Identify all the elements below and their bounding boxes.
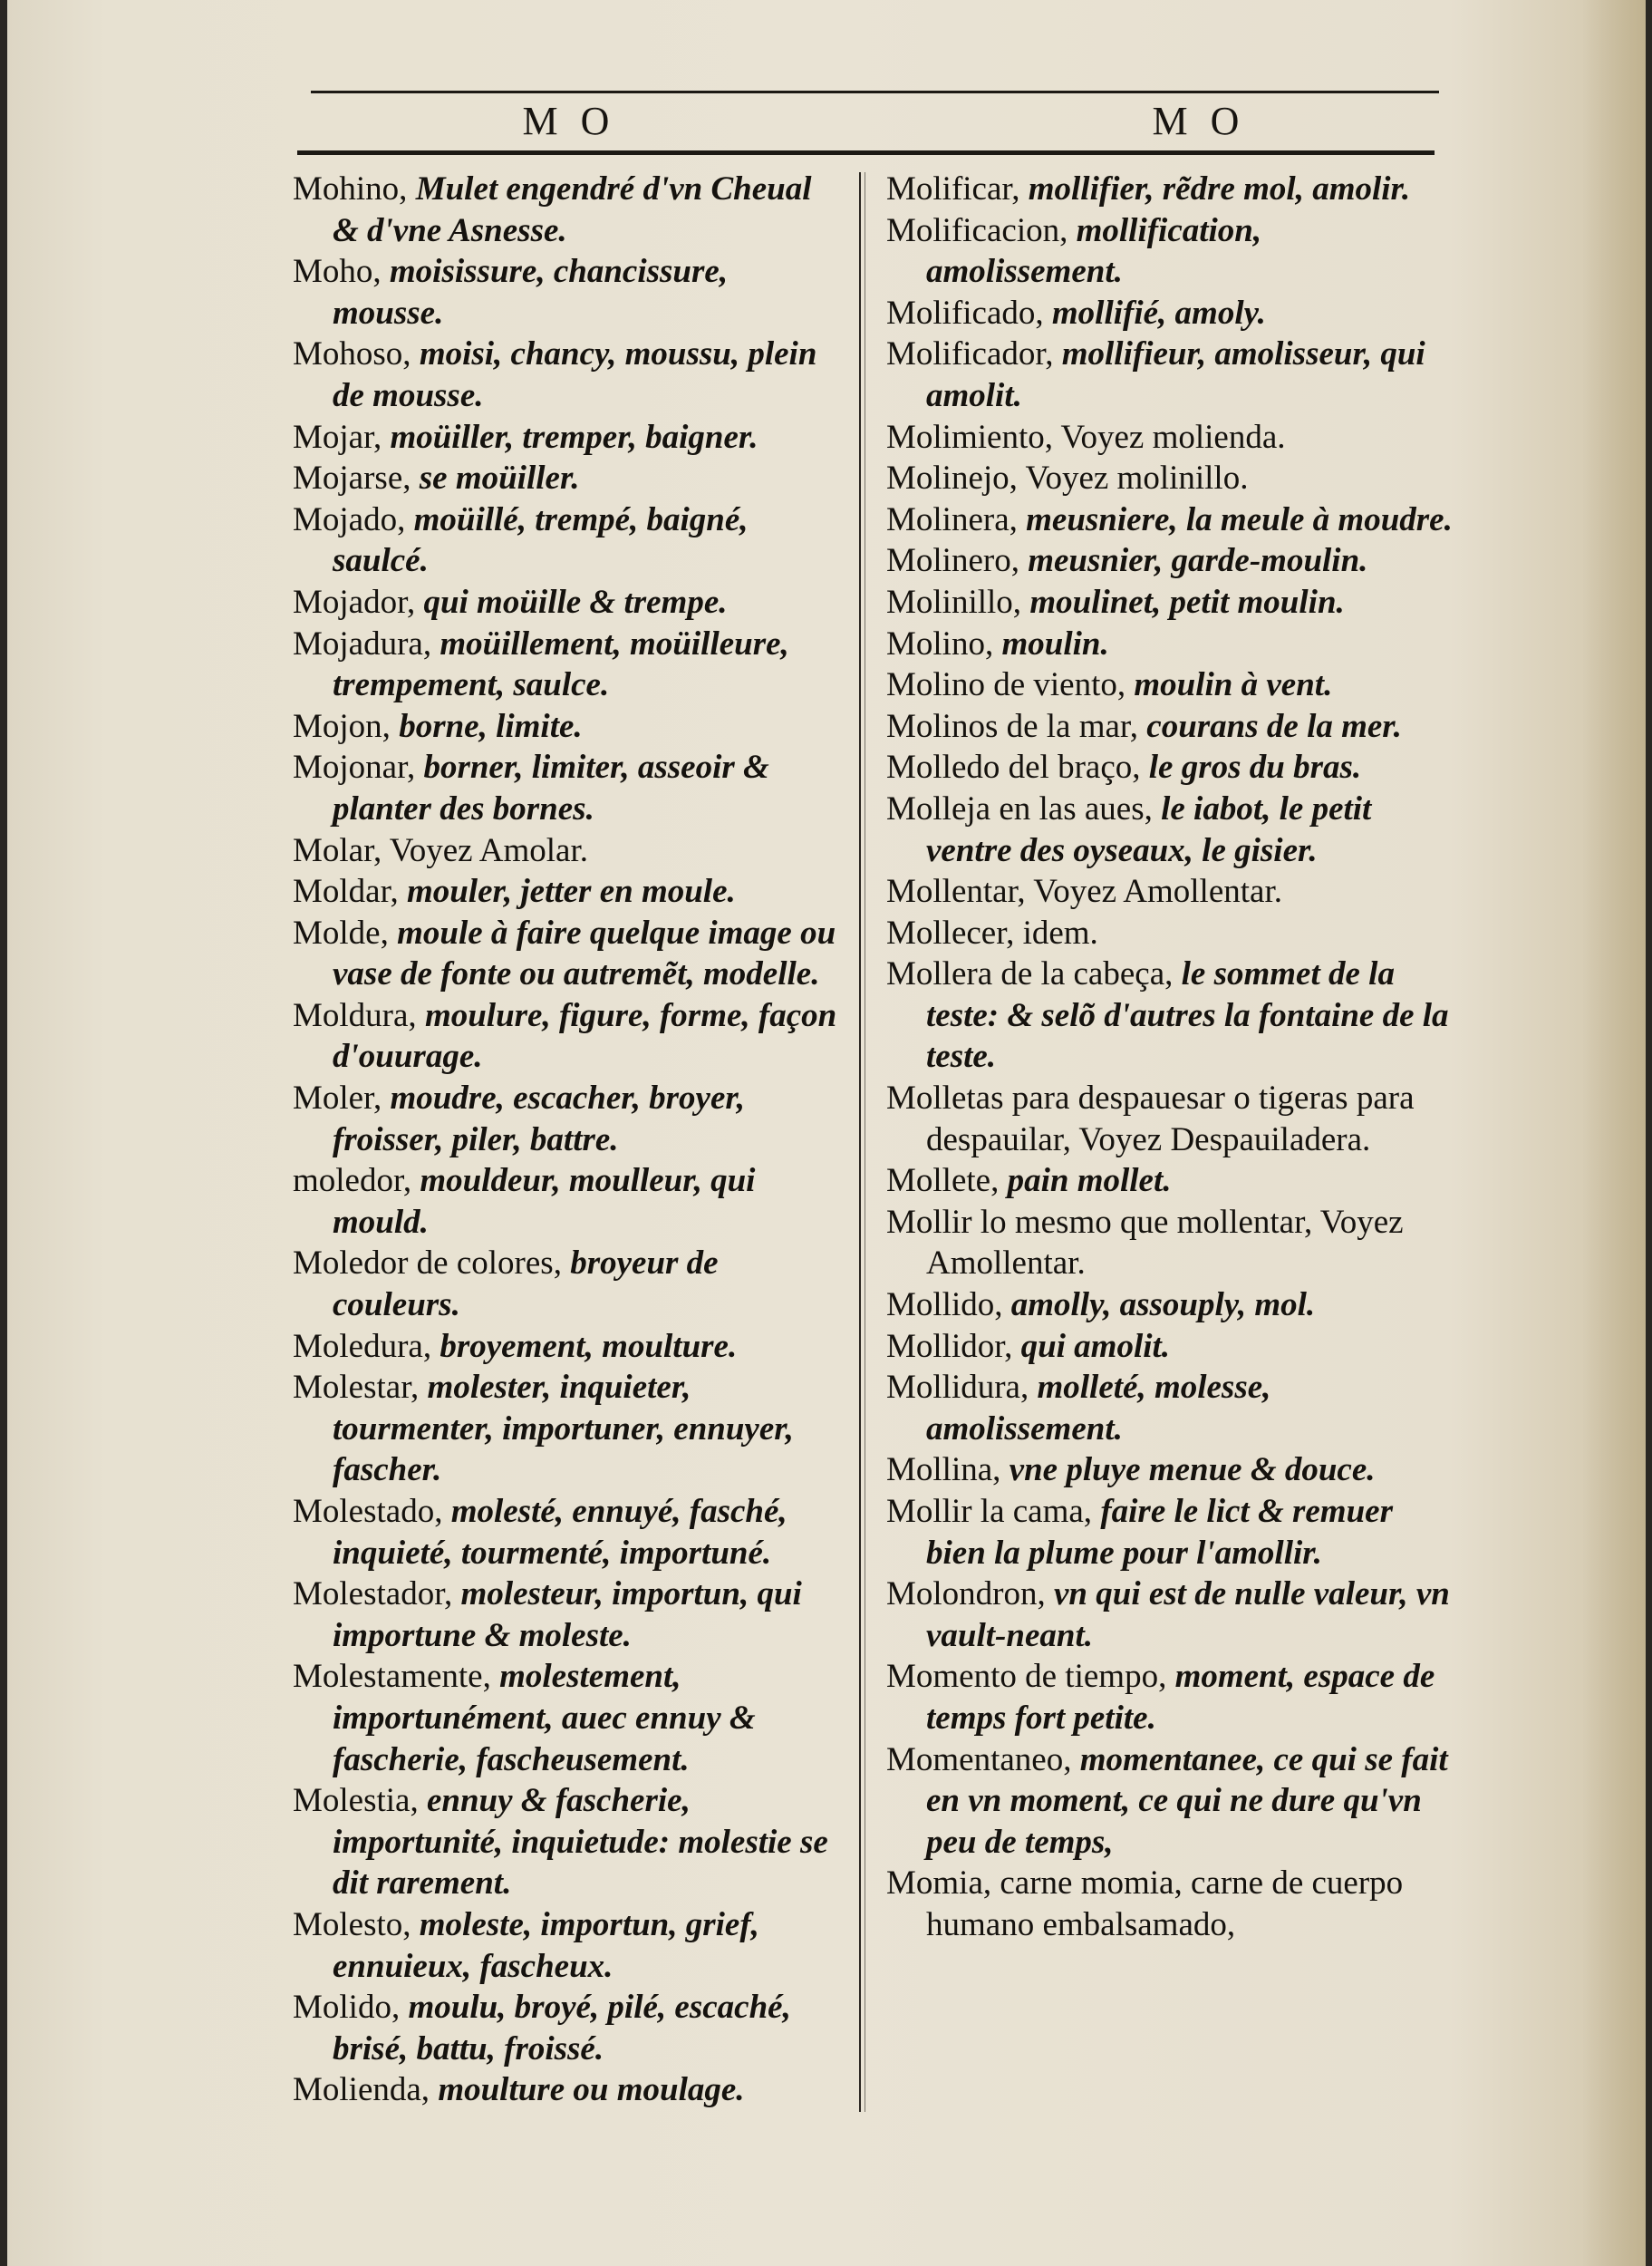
headword: Mohino,	[293, 170, 408, 208]
dictionary-entry	[293, 499, 845, 582]
dictionary-entry	[886, 1202, 1457, 1284]
headword: Molificar,	[886, 170, 1020, 208]
headword: Molestar,	[293, 1369, 420, 1407]
dictionary-entry	[886, 1284, 1457, 1326]
headword: Molledo del braço,	[886, 749, 1141, 787]
dictionary-entry	[886, 624, 1457, 665]
dictionary-entry	[886, 582, 1457, 624]
dictionary-entry	[886, 871, 1457, 913]
headword: Moldar,	[293, 873, 399, 911]
headword: Moho,	[293, 253, 382, 291]
headword: Mollidura,	[886, 1369, 1029, 1407]
dictionary-entry	[293, 1078, 845, 1160]
definition: molestement, importunément, auec ennuy & fascherie, fascheusement.	[333, 1658, 756, 1778]
definition: le gros du bras.	[1148, 749, 1362, 787]
definition: faire le lict & remuer bien la plume pour l'amollir.	[926, 1493, 1393, 1572]
headword: Momentaneo,	[886, 1740, 1072, 1778]
dictionary-entry	[886, 1491, 1457, 1574]
column-divider	[859, 172, 861, 2112]
dictionary-entry	[293, 1491, 845, 1574]
headword: Molino,	[886, 625, 994, 663]
definition: mollification, amolissement.	[926, 211, 1262, 291]
definition: mouldeur, moulleur, qui mould.	[333, 1162, 756, 1241]
definition: borne, limite.	[399, 707, 583, 745]
headword: Mollina,	[886, 1451, 1001, 1489]
dictionary-entry	[886, 1739, 1457, 1864]
headword: Mollido,	[886, 1286, 1003, 1324]
dictionary-entry	[886, 1656, 1457, 1738]
dictionary-entry	[293, 334, 845, 416]
header-rule	[297, 150, 1435, 155]
definition: molesteur, importun, qui importune & moleste.	[333, 1575, 802, 1654]
headword: Mollecer, idem.	[886, 914, 1098, 952]
headword: Molar, Voyez Amolar.	[293, 831, 589, 869]
dictionary-page	[7, 0, 1646, 2266]
headword: Molinero,	[886, 542, 1019, 580]
dictionary-entry	[886, 747, 1457, 789]
dictionary-entry	[293, 251, 845, 334]
headword: Mollentar, Voyez Amollentar.	[886, 873, 1282, 911]
definition: momentanee, ce qui se fait en vn moment, ce qui ne dure qu'vn peu de temps,	[926, 1740, 1448, 1861]
headword: Molinos de la mar,	[886, 707, 1139, 745]
dictionary-entry	[886, 540, 1457, 582]
dictionary-entry	[886, 1863, 1457, 1945]
headword: Molde,	[293, 914, 389, 952]
headword: Moler,	[293, 1080, 382, 1118]
headword: Molinillo,	[886, 583, 1022, 621]
headword: Momento de tiempo,	[886, 1658, 1167, 1696]
dictionary-entry	[886, 1326, 1457, 1368]
headword: Molificador,	[886, 335, 1054, 373]
dictionary-entry	[886, 1078, 1457, 1160]
headword: Momia, carne momia, carne de cuerpo humano embalsamado,	[886, 1864, 1404, 1943]
dictionary-entry	[293, 417, 845, 459]
dictionary-entry	[293, 871, 845, 913]
definition: borner, limiter, asseoir & planter des bornes.	[333, 749, 769, 828]
definition: moulture ou moulage.	[438, 2071, 745, 2109]
right-column	[886, 169, 1457, 1946]
dictionary-entry	[886, 706, 1457, 748]
dictionary-entry	[293, 458, 845, 499]
headword: Molleja en las aues,	[886, 789, 1153, 828]
definition: le iabot, le petit ventre des oyseaux, le gisier.	[926, 789, 1372, 869]
headword: Molienda,	[293, 2071, 430, 2109]
dictionary-entry	[293, 624, 845, 706]
definition: amolly, assouply, mol.	[1010, 1286, 1316, 1324]
definition: meusnier, garde-moulin.	[1028, 542, 1368, 580]
right-running-head: M O	[1152, 99, 1246, 143]
definition: moulin.	[1001, 625, 1109, 663]
left-running-head: M O	[522, 99, 616, 143]
headword: Molimiento, Voyez molienda.	[886, 418, 1286, 456]
headword: Mojonar,	[293, 749, 416, 787]
headword: Molestador,	[293, 1575, 453, 1613]
headword: Molificacion,	[886, 211, 1068, 249]
dictionary-entry	[293, 706, 845, 748]
dictionary-entry	[886, 789, 1457, 871]
headword: Moldura,	[293, 996, 417, 1034]
dictionary-entry	[886, 293, 1457, 334]
definition: mouler, jetter en moule.	[406, 873, 736, 911]
headword: Molondron,	[886, 1575, 1046, 1613]
headword: moledor,	[293, 1162, 412, 1200]
headword: Moledor de colores,	[293, 1244, 562, 1283]
dictionary-entry	[886, 913, 1457, 954]
definition: moüiller, tremper, baigner.	[390, 418, 758, 456]
definition: moleste, importun, grief, ennuieux, fascheux.	[333, 1905, 759, 1985]
headword: Mollera de la cabeça,	[886, 955, 1174, 993]
dictionary-entry	[293, 1574, 845, 1656]
dictionary-entry	[293, 1367, 845, 1491]
headword: Mollete,	[886, 1162, 1000, 1200]
headword: Mollidor,	[886, 1327, 1013, 1365]
definition: pain mollet.	[1007, 1162, 1172, 1200]
headword: Mojon,	[293, 707, 391, 745]
dictionary-entry	[293, 830, 845, 872]
definition: moule à faire quelque image ou vase de fonte ou autremẽt, modelle.	[333, 914, 836, 993]
headword: Molinera,	[886, 500, 1018, 538]
definition: moüillé, trempé, baigné, saulcé.	[333, 500, 749, 580]
dictionary-entry	[886, 1367, 1457, 1449]
page-edge-shadow	[1582, 0, 1646, 2266]
definition: mollifié, amoly.	[1051, 294, 1266, 332]
dictionary-entry	[293, 913, 845, 995]
definition: moulure, figure, forme, façon d'ouurage.	[333, 996, 837, 1076]
definition: broyement, moulture.	[440, 1327, 738, 1365]
definition: ennuy & fascherie, importunité, inquietude: molestie se dit rarement.	[333, 1782, 828, 1903]
dictionary-entry	[293, 2069, 845, 2111]
headword: Molido,	[293, 1989, 401, 2027]
definition: mollifieur, amolisseur, qui amolit.	[926, 335, 1425, 414]
headword: Molificado,	[886, 294, 1044, 332]
dictionary-entry	[293, 169, 845, 251]
headword: Molino de viento,	[886, 666, 1126, 704]
dictionary-entry	[293, 1160, 845, 1243]
headword: Mollir lo mesmo que mollentar, Voyez Amollentar.	[886, 1203, 1404, 1283]
headword: Mojarse,	[293, 460, 411, 498]
definition: qui moüille & trempe.	[423, 583, 728, 621]
dictionary-entry	[886, 1160, 1457, 1202]
dictionary-entry	[886, 169, 1457, 210]
definition: molleté, molesse, amolissement.	[926, 1369, 1271, 1448]
definition: moisi, chancy, moussu, plein de mousse.	[333, 335, 817, 414]
definition: moulinet, petit moulin.	[1029, 583, 1345, 621]
dictionary-entry	[293, 1904, 845, 1987]
definition: Mulet engendré d'vn Cheual & d'vne Asnesse.	[333, 170, 812, 249]
definition: moüillement, moüilleure, trempement, saulce.	[333, 625, 789, 704]
dictionary-entry	[293, 1326, 845, 1368]
headword: Mojado,	[293, 500, 406, 538]
definition: broyeur de couleurs.	[333, 1244, 719, 1324]
headword: Molesto,	[293, 1905, 411, 1943]
headword: Molletas para despauesar o tigeras para despauilar, Voyez Despauiladera.	[886, 1080, 1415, 1158]
dictionary-entry	[886, 458, 1457, 499]
headword: Molestia,	[293, 1782, 419, 1820]
headword: Molestado,	[293, 1493, 443, 1530]
headword: Mojar,	[293, 418, 382, 456]
headword: Mojadura,	[293, 625, 432, 663]
definition: meusniere, la meule à moudre.	[1026, 500, 1453, 538]
dictionary-entry	[293, 582, 845, 624]
definition: molesté, ennuyé, fasché, inquieté, tourmenté, importuné.	[333, 1493, 787, 1572]
definition: moment, espace de temps fort petite.	[926, 1658, 1435, 1737]
left-column	[293, 169, 845, 2111]
dictionary-entry	[886, 417, 1457, 459]
dictionary-entry	[293, 1243, 845, 1325]
definition: le sommet de la teste: & selõ d'autres la fontaine de la teste.	[926, 955, 1449, 1076]
headword: Mohoso,	[293, 335, 411, 373]
definition: se moüiller.	[419, 460, 580, 498]
definition: moudre, escacher, broyer, froisser, piler, battre.	[333, 1080, 746, 1158]
dictionary-entry	[886, 1574, 1457, 1656]
definition: molester, inquieter, tourmenter, importuner, ennuyer, fascher.	[333, 1369, 794, 1489]
headword: Molestamente,	[293, 1658, 491, 1696]
headword: Molinejo, Voyez molinillo.	[886, 460, 1249, 498]
dictionary-entry	[886, 664, 1457, 706]
definition: moulin à vent.	[1134, 666, 1333, 704]
dictionary-entry	[293, 1780, 845, 1904]
dictionary-entry	[886, 334, 1457, 416]
dictionary-entry	[886, 210, 1457, 293]
headword: Mojador,	[293, 583, 416, 621]
dictionary-entry	[886, 1449, 1457, 1491]
definition: courans de la mer.	[1146, 707, 1402, 745]
dictionary-entry	[293, 1987, 845, 2069]
top-rule	[311, 91, 1439, 93]
dictionary-entry	[293, 995, 845, 1078]
definition: moisissure, chancissure, mousse.	[333, 253, 729, 332]
dictionary-entry	[886, 499, 1457, 541]
definition: qui amolit.	[1020, 1327, 1171, 1365]
dictionary-entry	[293, 1656, 845, 1780]
headword: Moledura,	[293, 1327, 432, 1365]
definition: mollifier, rẽdre mol, amolir.	[1028, 170, 1411, 208]
headword: Mollir la cama,	[886, 1493, 1093, 1530]
definition: vn qui est de nulle valeur, vn vault-neant.	[926, 1575, 1450, 1654]
dictionary-entry	[886, 954, 1457, 1078]
definition: moulu, broyé, pilé, escaché, brisé, battu, froissé.	[333, 1989, 791, 2067]
dictionary-entry	[293, 747, 845, 829]
definition: vne pluye menue & douce.	[1009, 1451, 1376, 1489]
